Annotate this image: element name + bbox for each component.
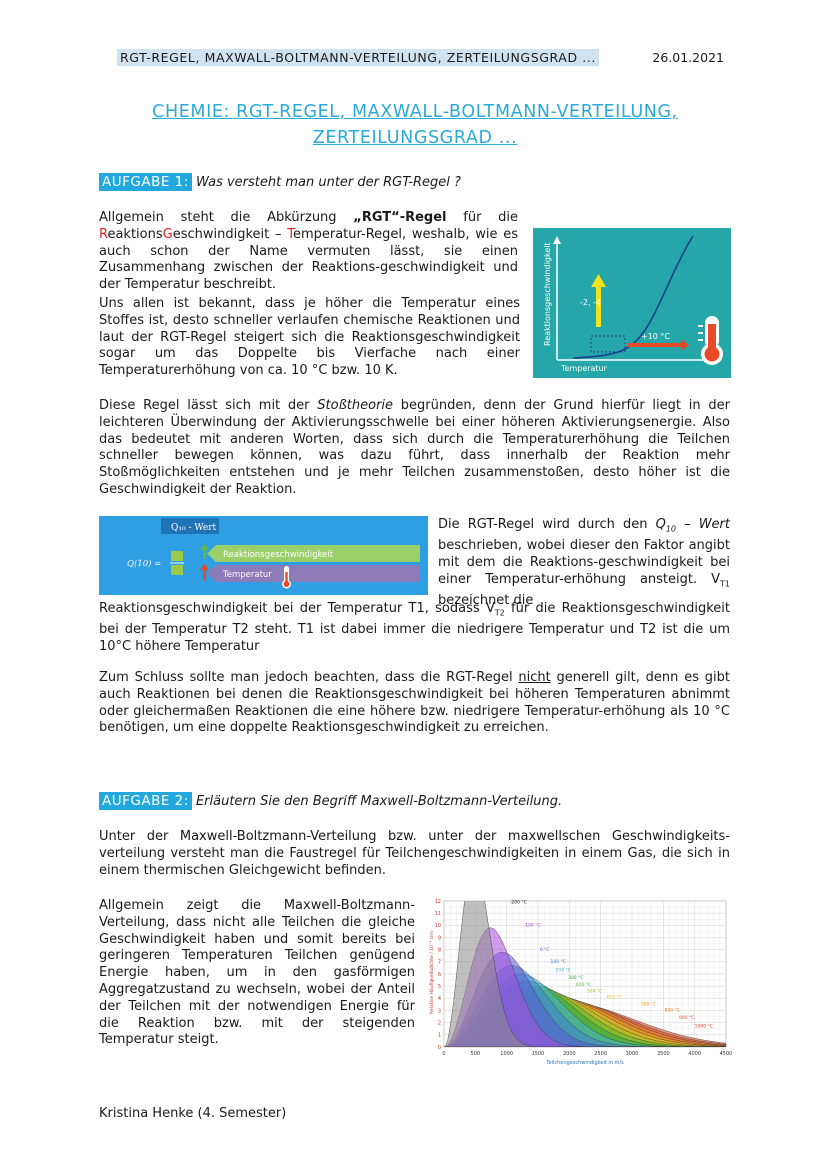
task1-label: AUFGABE 1:: [99, 173, 192, 191]
delta-label: +10 °C: [641, 332, 671, 341]
task2-label: AUFGABE 2:: [99, 792, 192, 810]
task1-paragraph3: Diese Regel lässt sich mit der Stoßtheorie begründen, denn der Grund hierfür liegt in der leichteren Überwindung der Aktivierungsschwelle bei einer höheren Aktivierungsenergie. Also das bedeutet mit anderen Worten, dass sich durch die Temperaturerhöhung die Teilchen schneller bewegen können, was dazu führt, dass innerhalb der Reaktion mehr Stoßmöglichkeiten entstehen und je mehr Teilchen zusammenstoßen, desto höher ist die Geschwindigkeit der Reaktion.: [99, 398, 730, 497]
series-label: 900 °C: [679, 1016, 695, 1022]
dashed-box: [591, 336, 625, 352]
delta-arrow-shaft: [628, 343, 683, 347]
rgt-graph: [533, 228, 731, 378]
document-title-line2: ZERTEILUNGSGRAD ...: [312, 128, 518, 148]
factor-label: -2, -4: [580, 298, 602, 307]
x-axis-label: Teilchengeschwindigkeit in m/s: [546, 1060, 624, 1066]
q10-figure: [99, 516, 428, 595]
x-axis-label: Temperatur: [561, 364, 607, 373]
up-arrow-red-icon: [200, 564, 209, 570]
row1-label: Reaktionsgeschwindigkeit: [223, 550, 334, 560]
fraction-bottom-icon: [171, 565, 183, 575]
q10-title: Q₁₀ - Wert: [171, 523, 217, 533]
task2-paragraph1: Unter der Maxwell-Boltzmann-Verteilung bzw. unter der maxwellschen Geschwindigkeits-verteilung versteht man die Faustregel für Teilchengeschwindigkeiten in einem Gas, die sich in einem thermischen Gleichgewicht befinden.: [99, 829, 730, 878]
y-tick-label: 4: [437, 996, 441, 1003]
task1-paragraph4-top: Die RGT-Regel wird durch den $Q_{10}$ – Wert beschrieben, wobei dieser den Faktor angibt mit dem die Reaktions-geschwindigkeit bei einer Temperatur-erhöhung ansteigt. $V_{T1}$ bezeichnet die: [438, 517, 731, 609]
row2-label: Temperatur: [223, 570, 272, 580]
series-label: 1000 °C: [694, 1024, 713, 1030]
fraction-top-icon: [171, 551, 183, 561]
header-title: RGT-REGEL, MAXWALL-BOLTMANN-VERTEILUNG, ZERTEILUNGSGRAD ...: [117, 49, 599, 66]
task1-question: Was versteht man unter der RGT-Regel ?: [195, 175, 461, 190]
task2-heading: [99, 793, 562, 809]
x-tick-label: 3000: [625, 1051, 639, 1057]
task1-paragraph1: Allgemein steht die Abkürzung „RGT“-Regel für die ReaktionsGeschwindigkeit – Temperatur-Regel, weshalb, wie es auch schon der Name vermuten lässt, sie einen Zusammenhang zwischen der Reaktions-geschwindigkeit und der Temperatur beschreibt.: [99, 210, 519, 293]
series-label: -100 °C: [523, 923, 541, 929]
header-date: 26.01.2021: [652, 50, 724, 65]
y-tick-label: 2: [437, 1020, 441, 1027]
up-arrow-green-icon: [200, 544, 209, 550]
series-label: 200 °C: [555, 968, 571, 974]
x-tick-label: 2500: [594, 1051, 608, 1057]
y-tick-label: 6: [437, 971, 441, 978]
q10-figure-svg: [99, 516, 428, 595]
series-label: 300 °C: [568, 975, 584, 981]
series-label: 600 °C: [606, 995, 623, 1001]
factor-arrow-icon: [591, 274, 606, 287]
task1-heading: [99, 174, 461, 190]
y-tick-label: 1: [437, 1032, 441, 1039]
y-tick-label: 11: [434, 910, 441, 917]
y-axis-label: Relative Häufigkeitsdichte / 10⁻⁴ s/m: [430, 931, 435, 1014]
x-tick-label: 1000: [500, 1051, 514, 1057]
rgt-graph-svg: [533, 228, 731, 378]
task1-paragraph5: Zum Schluss sollte man jedoch beachten, dass die RGT-Regel nicht generell gilt, denn es gibt auch Reaktionen bei denen die Reaktionsgeschwindigkeit bei höheren Temperaturen abnimmt oder gleichermaßen Reaktionen die eine höhere bzw. niedrigere Temperatur-erhöhung als 10 °C benötigen, um eine doppelte Reaktionsgeschwindigkeit zu erreichen.: [99, 670, 730, 736]
series-label: 100 °C: [550, 960, 566, 966]
x-tick-label: 4500: [719, 1051, 733, 1057]
maxwell-boltzmann-chart: [424, 897, 734, 1077]
y-axis-arrow-icon: [553, 236, 561, 244]
footer-author: Kristina Henke (4. Semester): [99, 1106, 287, 1121]
series-label: 400 °C: [575, 983, 592, 989]
mb-chart-svg: [424, 897, 734, 1077]
document-title: [90, 99, 740, 151]
y-tick-label: 10: [434, 923, 441, 930]
x-tick-label: 1500: [531, 1051, 545, 1057]
y-tick-label: 3: [437, 1008, 441, 1015]
x-tick-label: 0: [442, 1051, 446, 1057]
page-header: [0, 49, 828, 71]
y-tick-label: 9: [437, 935, 441, 942]
task1-paragraph4-bottom: Reaktionsgeschwindigkeit bei der Temperatur T1, sodass $V_{T2}$ für die Reaktionsgeschwindigkeit bei der Temperatur T2 steht. T1 ist dabei immer die niedrigere Temperatur und T2 ist die um 10°C höhere Temperatur: [99, 601, 730, 655]
y-tick-label: 0: [437, 1044, 441, 1051]
y-tick-label: 5: [437, 983, 441, 990]
y-axis-label: Reaktionsgeschwindigkeit: [543, 242, 552, 346]
x-tick-label: 2000: [562, 1051, 576, 1057]
y-tick-label: 8: [437, 947, 441, 954]
x-tick-label: 3500: [656, 1051, 670, 1057]
y-tick-label: 12: [434, 898, 441, 905]
series-label: 700 °C: [640, 1002, 657, 1008]
task2-question: Erläutern Sie den Begriff Maxwell-Boltzmann-Verteilung.: [195, 794, 563, 809]
series-label: -200 °C: [509, 900, 527, 906]
q10-lhs: Q(10) =: [127, 559, 162, 569]
task1-paragraph2: Uns allen ist bekannt, dass je höher die Temperatur eines Stoffes ist, desto schneller verlaufen chemische Reaktionen und laut der RGT-Regel steigert sich die Reaktionsgeschwindigkeit sogar um das Doppelte bis Vierfache nach einer Temperaturerhöhung von ca. 10 °C bzw. 10 K.: [99, 296, 520, 379]
x-tick-label: 500: [470, 1051, 481, 1057]
document-title-line1: CHEMIE: RGT-REGEL, MAXWALL-BOLTMANN-VERTEILUNG,: [152, 102, 678, 122]
delta-arrow-icon: [681, 339, 689, 351]
series-label: 500 °C: [586, 989, 603, 995]
task2-paragraph2: Allgemein zeigt die Maxwell-Boltzmann-Verteilung, dass nicht alle Teilchen die gleiche Geschwindigkeit haben und somit bereits bei geringeren Temperaturen Teilchen genügend Energie haben, um in den gasförmigen Aggregatzustand zu wechseln, wobei der Anteil der Teilchen mit der notwendigen Energie für die Reaktion bzw. mit der steigenden Temperatur steigt.: [99, 898, 415, 1048]
thermometer-icon: [698, 316, 723, 365]
y-tick-label: 7: [437, 959, 441, 966]
series-label: 0 °C: [539, 947, 550, 953]
x-tick-label: 4000: [688, 1051, 702, 1057]
series-label: 800 °C: [664, 1008, 681, 1014]
